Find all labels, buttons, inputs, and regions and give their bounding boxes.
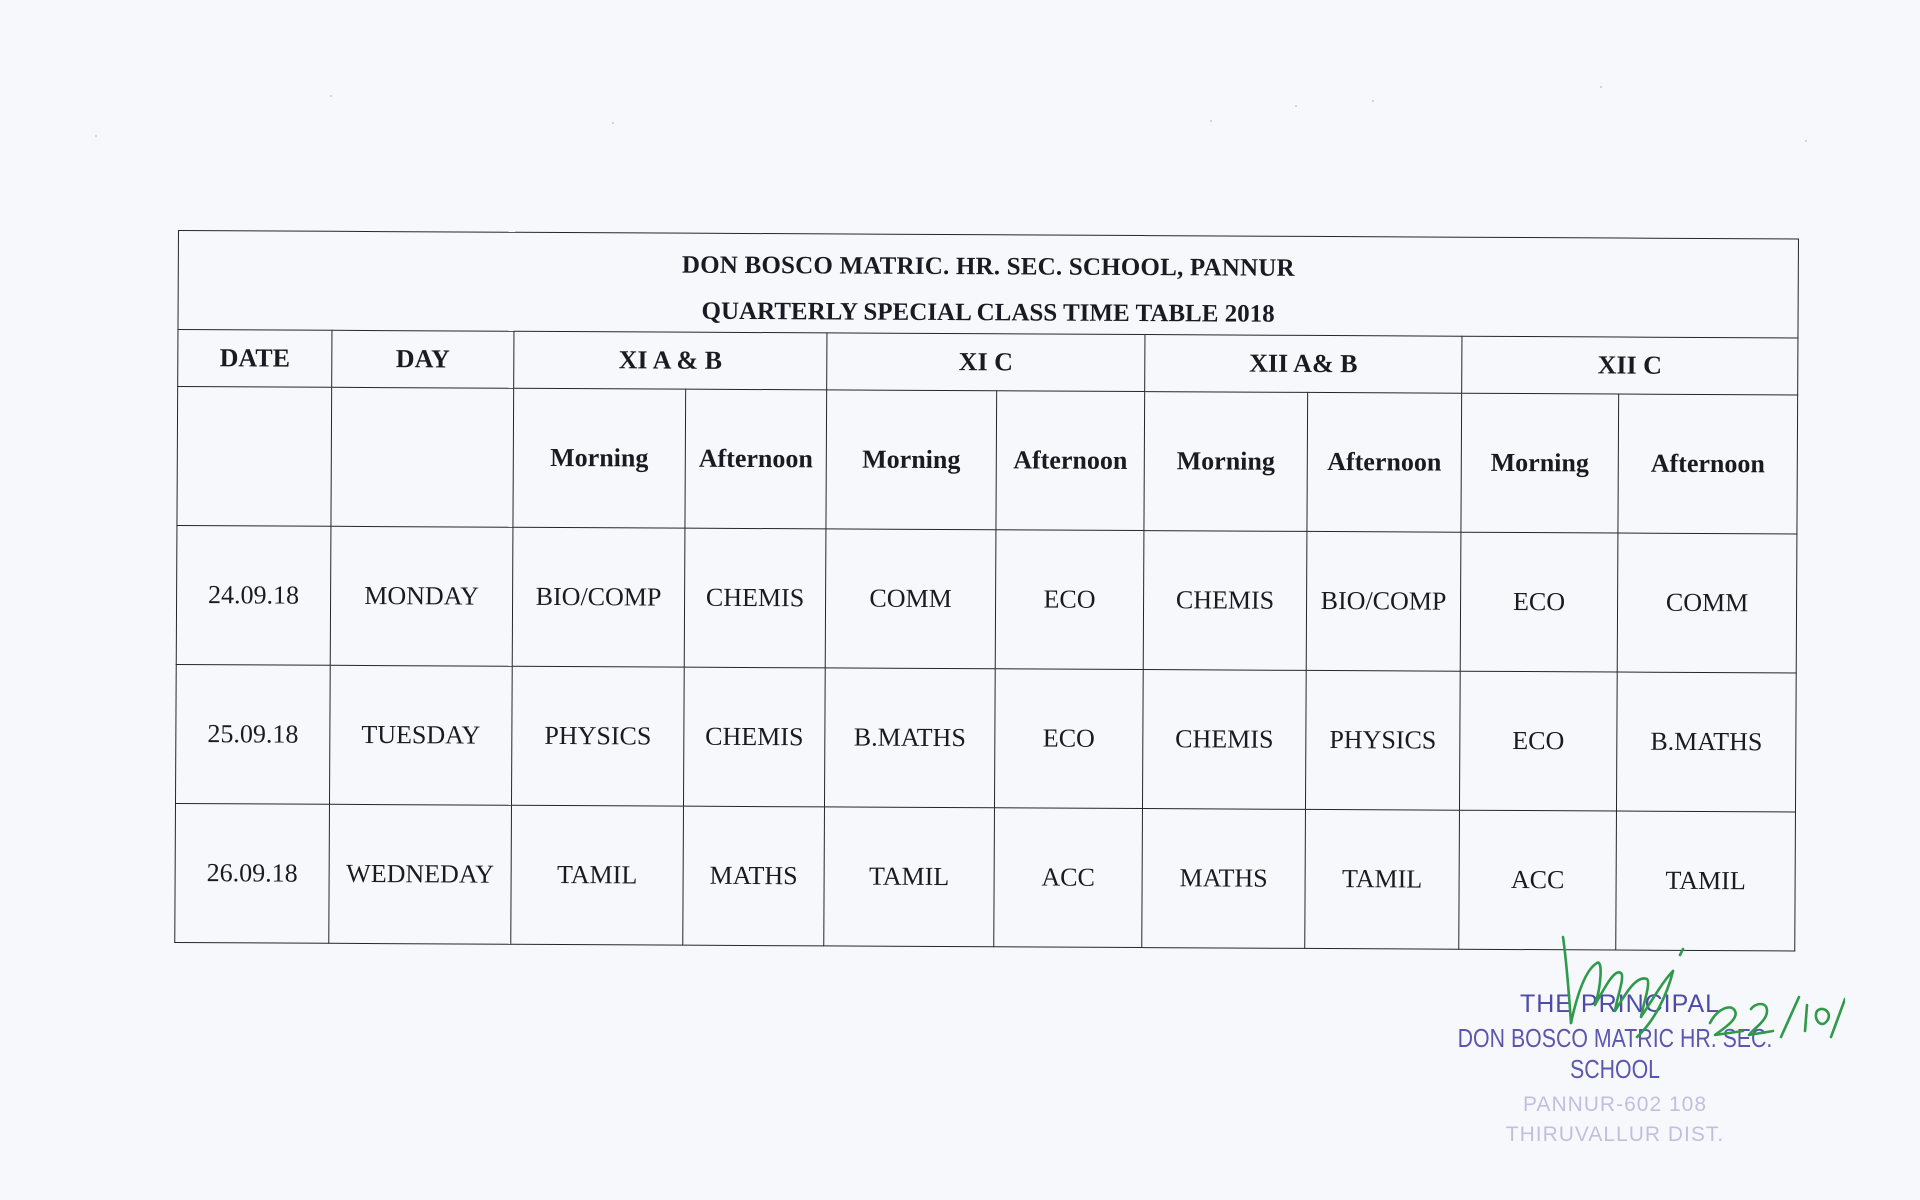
column-header-date: DATE: [178, 330, 332, 388]
subject-cell: ACC: [994, 808, 1143, 948]
stamp-place: PANNUR-602 108: [1522, 1093, 1708, 1116]
subject-cell: CHEMIS: [1143, 531, 1307, 671]
column-group-xii-a-b: XII A& B: [1145, 335, 1462, 394]
date-cell: 26.09.18: [175, 803, 330, 943]
session-header-morning: Morning: [1144, 392, 1308, 532]
scan-speck: [1295, 105, 1297, 107]
subject-cell: BIO/COMP: [1306, 531, 1461, 671]
school-name: DON BOSCO MATRIC. HR. SEC. SCHOOL, PANNUR: [681, 251, 1295, 282]
subject-cell: CHEMIS: [1142, 670, 1306, 810]
session-header-morning: Morning: [513, 388, 686, 528]
timetable: [174, 230, 1799, 951]
subject-cell: PHYSICS: [511, 666, 684, 806]
subject-cell: CHEMIS: [683, 667, 825, 807]
session-header-morning: Morning: [826, 390, 997, 530]
subject-cell: TAMIL: [1616, 811, 1796, 951]
column-header-day: DAY: [332, 330, 514, 388]
table-heading: [178, 231, 1799, 338]
subject-cell: PHYSICS: [1305, 670, 1460, 810]
day-cell: MONDAY: [330, 526, 513, 666]
principal-signature: [1555, 925, 1845, 1050]
column-group-row: [178, 330, 1798, 395]
stamp-school-name: DON BOSCO MATRIC HR. SEC. SCHOOL: [1457, 1023, 1773, 1084]
table-row: [176, 525, 1797, 672]
subject-cell: ECO: [995, 530, 1144, 670]
column-group-xi-c: XI C: [827, 333, 1145, 392]
subject-cell: ACC: [1459, 810, 1617, 950]
empty-header-cell: [331, 387, 514, 527]
column-group-xi-a-b: XI A & B: [514, 331, 827, 390]
column-group-xii-c: XII C: [1462, 336, 1798, 395]
session-header-morning: Morning: [1461, 393, 1619, 533]
subject-cell: TAMIL: [511, 805, 684, 945]
table-header-row: [178, 231, 1799, 338]
table-row: [175, 803, 1796, 950]
scan-speck: [1600, 86, 1602, 88]
scan-speck: [612, 122, 614, 124]
subject-cell: ECO: [1460, 532, 1618, 672]
table-row: [175, 664, 1796, 811]
session-header-afternoon: Afternoon: [685, 389, 827, 529]
subject-cell: COMM: [825, 529, 996, 669]
subject-cell: MATHS: [683, 806, 825, 946]
subject-cell: B.MATHS: [1616, 672, 1796, 812]
scan-speck: [330, 95, 332, 97]
day-cell: TUESDAY: [329, 665, 512, 805]
subject-cell: BIO/COMP: [512, 527, 685, 667]
subject-cell: ECO: [994, 669, 1143, 809]
scan-speck: [1210, 120, 1212, 122]
stamp-title: THE PRINCIPAL: [1519, 990, 1721, 1018]
subject-cell: TAMIL: [824, 807, 995, 947]
session-header-afternoon: Afternoon: [1618, 394, 1798, 534]
scan-speck: [95, 135, 97, 137]
subject-cell: TAMIL: [1305, 809, 1460, 949]
session-header-afternoon: Afternoon: [1307, 392, 1462, 532]
date-cell: 24.09.18: [176, 525, 331, 665]
date-cell: 25.09.18: [175, 664, 330, 804]
subject-cell: MATHS: [1142, 809, 1306, 949]
empty-header-cell: [177, 387, 332, 527]
scan-speck: [1372, 100, 1374, 102]
subject-cell: ECO: [1459, 671, 1617, 811]
day-cell: WEDNEDAY: [329, 804, 512, 944]
scan-speck: [1805, 140, 1807, 142]
session-header-row: [177, 387, 1798, 534]
session-header-afternoon: Afternoon: [996, 391, 1145, 531]
document-title: QUARTERLY SPECIAL CLASS TIME TABLE 2018: [701, 297, 1275, 328]
subject-cell: B.MATHS: [824, 668, 995, 808]
subject-cell: CHEMIS: [684, 528, 826, 668]
stamp-district: THIRUVALLUR DIST.: [1505, 1123, 1725, 1146]
subject-cell: COMM: [1617, 533, 1797, 673]
